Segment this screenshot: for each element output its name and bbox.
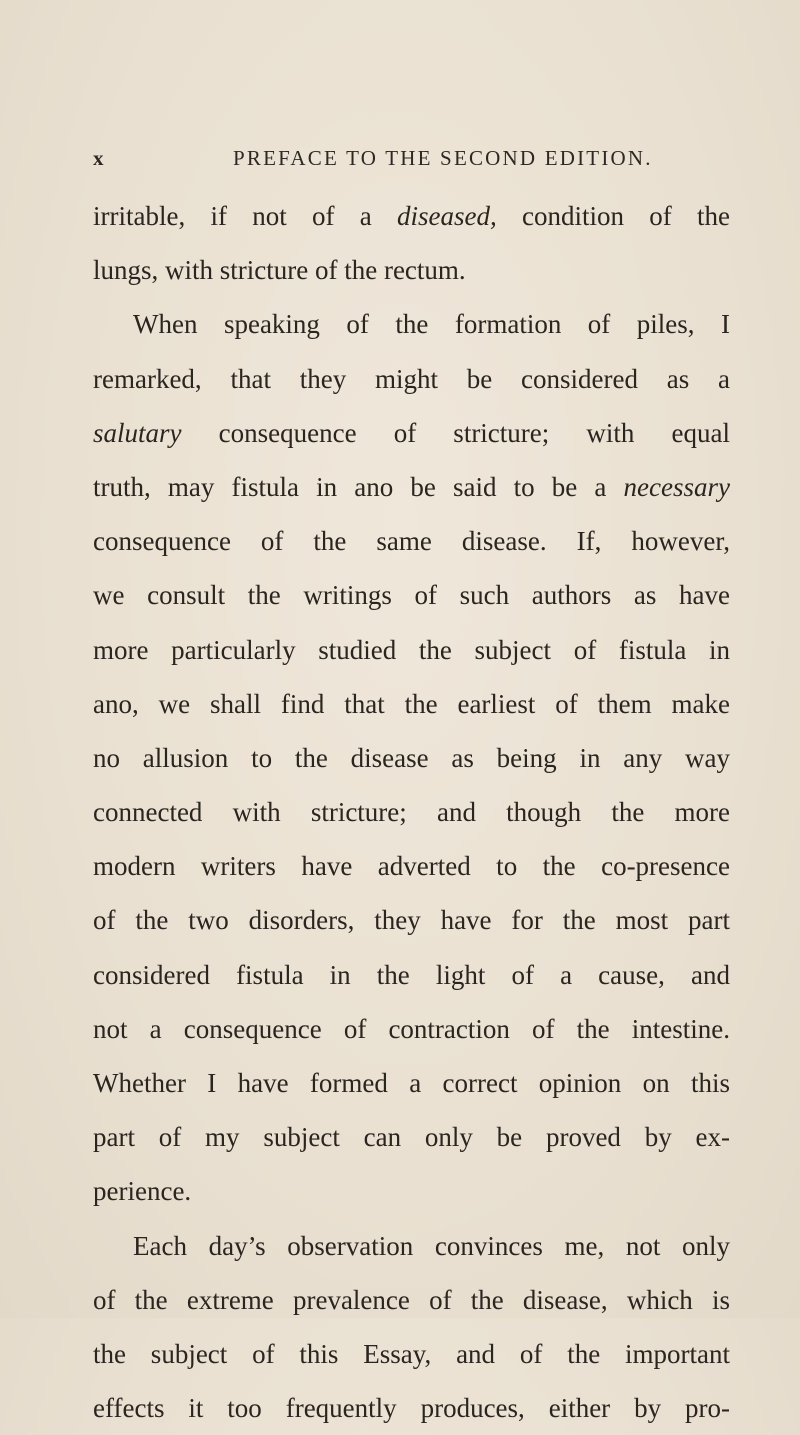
- text-run: lungs, with stricture of the rectum.: [93, 255, 466, 286]
- text-run: connected with stricture; and though the more: [93, 797, 730, 828]
- text-line: [93, 893, 730, 947]
- text-line: [93, 1056, 730, 1110]
- text-run: Whether I have formed a correct opinion on this: [93, 1068, 730, 1098]
- text-run: When speaking of the formation of piles, I: [133, 309, 730, 340]
- text-line: [93, 297, 730, 351]
- text-run: the subject of this Essay, and of the important: [93, 1338, 730, 1369]
- body-text: [93, 189, 730, 1435]
- text-run: condition of the: [496, 201, 730, 231]
- text-run: effects it too frequently produces, either by pro-: [93, 1393, 730, 1424]
- text-run: not a consequence of contraction of the intestine.: [93, 1013, 730, 1044]
- text-line: [93, 1273, 730, 1327]
- text-line: [93, 1002, 730, 1056]
- text-line: [93, 568, 730, 622]
- text-run: irritable, if not of a: [93, 201, 397, 231]
- text-run: perience.: [93, 1176, 192, 1207]
- text-line: [93, 677, 730, 731]
- text-line: [93, 514, 730, 568]
- text-line: [93, 406, 730, 460]
- text-run: of the extreme prevalence of the disease, which is: [93, 1284, 730, 1315]
- text-line: [93, 1381, 730, 1435]
- text-run: we consult the writings of such authors as have: [93, 580, 730, 611]
- text-run: remarked, that they might be considered as a: [93, 363, 730, 394]
- italic-text: necessary: [623, 471, 730, 502]
- text-run: considered fistula in the light of a cause, and: [93, 959, 730, 990]
- text-line: [93, 1110, 730, 1164]
- text-line: [93, 1327, 730, 1381]
- text-line: [93, 1219, 730, 1273]
- text-run: truth, may fistula in ano be said to be a: [93, 471, 624, 502]
- text-line: [93, 352, 730, 406]
- running-header: [93, 146, 733, 176]
- text-run: ano, we shall find that the earliest of them make: [93, 688, 730, 719]
- text-run: part of my subject can only be proved by ex-: [93, 1122, 730, 1153]
- running-title: PREFACE TO THE SECOND EDITION.: [233, 146, 653, 170]
- text-line: [93, 948, 730, 1002]
- text-run: Each day’s observation convinces me, not only: [133, 1230, 730, 1261]
- text-run: modern writers have adverted to the co-presence: [93, 851, 730, 882]
- italic-text: salutary: [93, 417, 182, 448]
- text-line: [93, 839, 730, 893]
- text-run: of the two disorders, they have for the most part: [93, 905, 730, 936]
- text-line: [93, 731, 730, 785]
- text-run: consequence of stricture; with equal: [181, 417, 730, 448]
- text-line: [93, 243, 730, 297]
- page-number: x: [93, 146, 106, 170]
- text-line: [93, 189, 730, 243]
- text-line: [93, 460, 730, 514]
- text-line: [93, 1164, 730, 1218]
- text-run: more particularly studied the subject of fistula in: [93, 634, 730, 665]
- italic-text: diseased,: [397, 201, 497, 231]
- text-run: consequence of the same disease. If, however,: [93, 526, 730, 557]
- text-line: [93, 785, 730, 839]
- text-line: [93, 623, 730, 677]
- text-run: no allusion to the disease as being in any way: [93, 742, 730, 773]
